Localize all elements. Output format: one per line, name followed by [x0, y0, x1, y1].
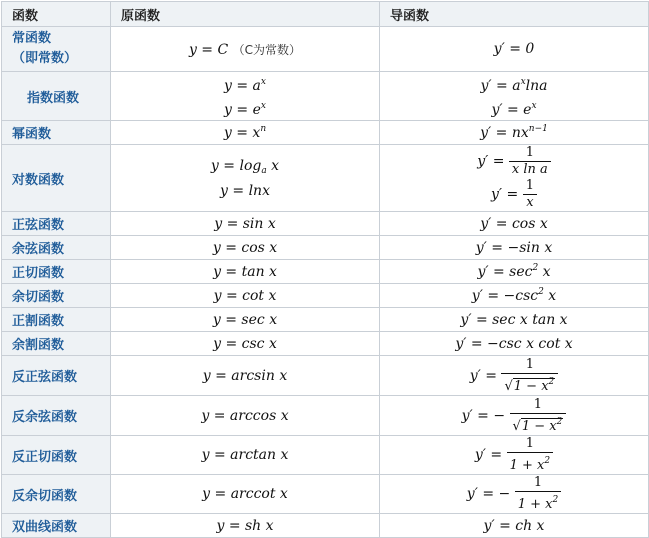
derivative-secant: y′ = sec x tan x	[380, 308, 649, 332]
row-name-constant: 常函数 （即常数）	[2, 27, 111, 72]
table-row	[2, 396, 649, 436]
original-tangent: y = tan x	[111, 260, 380, 284]
original-exponential: $y = a^x$ $y = e^x$	[111, 72, 380, 121]
header-function: 函数	[2, 2, 111, 27]
row-name-power: 幂函数	[2, 121, 111, 145]
original-arctangent: y = arctan x	[111, 436, 380, 475]
table-row	[2, 27, 649, 72]
original-power: $y = x^n$	[111, 121, 380, 145]
row-name-cosine: 余弦函数	[2, 236, 111, 260]
original-arcsine: y = arcsin x	[111, 356, 380, 396]
fraction: $\frac{1}{1 + x^2}$	[507, 436, 554, 474]
fraction: $\frac{1}{\text{x ln a}}$	[509, 145, 551, 178]
table-row	[2, 236, 649, 260]
table-row	[2, 514, 649, 538]
derivative-hyperbolic: y′ = ch x	[380, 514, 649, 538]
original-sine: y = sin x	[111, 212, 380, 236]
derivative-table	[1, 1, 649, 538]
row-name-cotangent: 余切函数	[2, 284, 111, 308]
derivative-arctangent: y′ = $\frac{1}{1 + x^2}$	[380, 436, 649, 475]
original-arccotangent: y = arccot x	[111, 475, 380, 514]
derivative-cosecant: y′ = −csc x cot x	[380, 332, 649, 356]
derivative-logarithm: y′ = $\frac{1}{\text{x ln a}}$ y′ = $\frac{1}{x}$	[380, 145, 649, 212]
table-row	[2, 260, 649, 284]
derivative-power: $y' = nx^{n-1}$	[380, 121, 649, 145]
row-name-arctangent: 反正切函数	[2, 436, 111, 475]
row-name-cosecant: 余割函数	[2, 332, 111, 356]
sqrt: $√1 - x^2$	[504, 376, 555, 394]
sqrt: $√1 - x^2$	[512, 416, 563, 434]
fraction: $\frac{1}{x}$	[523, 178, 537, 211]
row-name-secant: 正割函数	[2, 308, 111, 332]
row-name-arcsine: 反正弦函数	[2, 356, 111, 396]
derivative-constant: y′ = 0	[380, 27, 649, 72]
table-header-row	[2, 2, 649, 27]
row-name-logarithm: 对数函数	[2, 145, 111, 212]
original-cosecant: y = csc x	[111, 332, 380, 356]
row-name-hyperbolic: 双曲线函数	[2, 514, 111, 538]
derivative-tangent: $y' = \sec^2 x$	[380, 260, 649, 284]
derivative-arccotangent: y′ = − $\frac{1}{1 + x^2}$	[380, 475, 649, 514]
fraction: $\frac{1}{1 + x^2}$	[515, 475, 562, 513]
row-name-arccotangent: 反余切函数	[2, 475, 111, 514]
derivative-exponential: $y' = a^x\ln a$ $y' = e^x$	[380, 72, 649, 121]
derivative-arccosine: y′ = − $\frac{1}{√1 - x^2}$	[380, 396, 649, 436]
table-row	[2, 72, 649, 121]
original-cotangent: y = cot x	[111, 284, 380, 308]
original-constant: y = C （C为常数）	[111, 27, 380, 72]
original-cosine: y = cos x	[111, 236, 380, 260]
original-hyperbolic: y = sh x	[111, 514, 380, 538]
derivative-sine: y′ = cos x	[380, 212, 649, 236]
row-name-sine: 正弦函数	[2, 212, 111, 236]
fraction: $\frac{1}{√1 - x^2}$	[510, 397, 567, 435]
derivative-arcsine: y′ = $\frac{1}{√1 - x^2}$	[380, 356, 649, 396]
table-row	[2, 436, 649, 475]
row-name-arccosine: 反余弦函数	[2, 396, 111, 436]
original-secant: y = sec x	[111, 308, 380, 332]
table-row	[2, 212, 649, 236]
table-row	[2, 308, 649, 332]
original-logarithm: $y = \log_a x$ y = lnx	[111, 145, 380, 212]
table-row	[2, 356, 649, 396]
row-name-tangent: 正切函数	[2, 260, 111, 284]
table-row	[2, 145, 649, 212]
table-row	[2, 332, 649, 356]
derivative-cosine: y′ = −sin x	[380, 236, 649, 260]
table-row	[2, 121, 649, 145]
row-name-exponential: 指数函数	[2, 72, 111, 121]
table-row	[2, 475, 649, 514]
header-derivative: 导函数	[380, 2, 649, 27]
original-arccosine: y = arccos x	[111, 396, 380, 436]
fraction: $\frac{1}{√1 - x^2}$	[501, 357, 558, 395]
table-row	[2, 284, 649, 308]
derivative-cotangent: $y' = -\csc^2$ x	[380, 284, 649, 308]
header-original: 原函数	[111, 2, 380, 27]
